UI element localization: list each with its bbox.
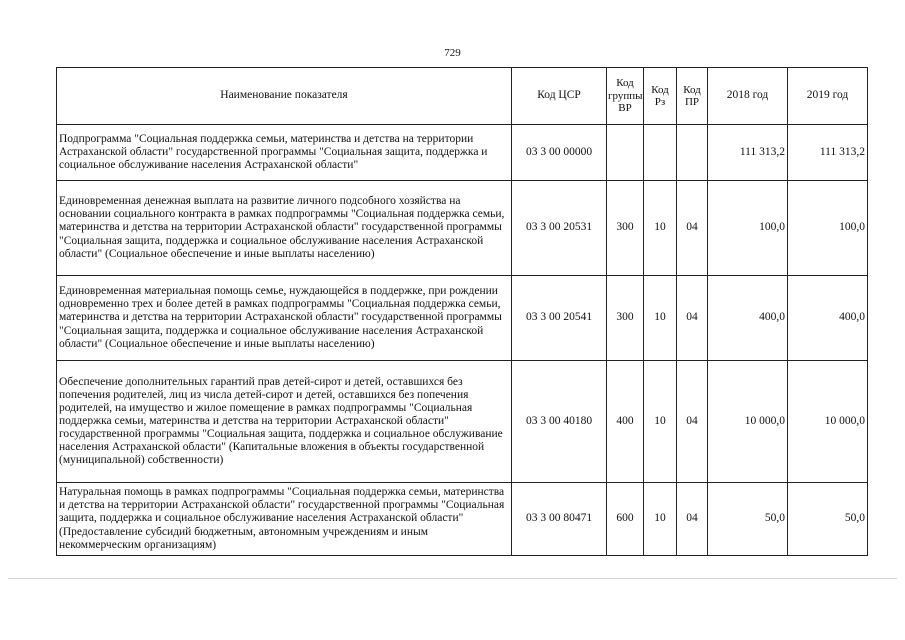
page-number: 729 xyxy=(444,47,461,59)
row-name: Единовременная материальная помощь семье, нуждающейся в поддержке, при рождении одновременно трех и более детей в рамках подпрограммы "Социальная поддержка семьи, материнства и детства на территории Астраханской области" государственной программы "Социальная защита, поддержка и социальное обслуживание населения Астраханской области" (Социальное обеспечение и иные выплаты населению) xyxy=(57,276,512,361)
row-name: Единовременная денежная выплата на развитие личного подсобного хозяйства на основании социального контракта в рамках подпрограммы "Социальная поддержка семьи, материнства и детства на территории Астраханской области" государственной программы "Социальная защита, поддержка и социальное обслуживание населения Астраханской области" (Социальное обеспечение и иные выплаты населению) xyxy=(57,181,512,276)
header-year-2019: 2019 год xyxy=(788,68,868,125)
header-name: Наименование показателя xyxy=(57,68,512,125)
header-pr: Код ПР xyxy=(677,68,708,125)
table-row xyxy=(57,483,868,556)
row-csr-code: 03 3 00 20541 xyxy=(512,276,607,361)
row-amount-2019: 50,0 xyxy=(788,483,868,556)
header-vr: Код группы ВР xyxy=(607,68,644,125)
row-amount-2018: 400,0 xyxy=(708,276,788,361)
row-name: Натуральная помощь в рамках подпрограммы "Социальная поддержка семьи, материнства и детства на территории Астраханской области" государственной программы "Социальная защита, поддержка и социальное обслуживание населения Астраханской области" (Предоставление субсидий бюджетным, автономным учреждениям и иным некоммерческим организациям) xyxy=(57,483,512,556)
row-amount-2019: 100,0 xyxy=(788,181,868,276)
row-csr-code: 03 3 00 40180 xyxy=(512,361,607,483)
row-pr-code: 04 xyxy=(677,181,708,276)
table-row xyxy=(57,125,868,181)
row-name: Подпрограмма "Социальная поддержка семьи, материнства и детства на территории Астраханской области" государственной программы "Социальная защита, поддержка и социальное обслуживание населения Астраханской области" xyxy=(57,125,512,181)
row-name: Обеспечение дополнительных гарантий прав детей-сирот и детей, оставшихся без попечения родителей, лиц из числа детей-сирот и детей, оставшихся без попечения родителей, на имущество и жилое помещение в рамках подпрограммы "Социальная поддержка семьи, материнства и детства на территории Астраханской области" государственной программы "Социальная защита, поддержка и социальное обслуживание населения Астраханской области" (Капитальные вложения в объекты государственной (муниципальной) собственности) xyxy=(57,361,512,483)
page-bottom-divider xyxy=(8,578,897,579)
table-header-row xyxy=(57,68,868,125)
row-rz-code: 10 xyxy=(644,483,677,556)
row-pr-code: 04 xyxy=(677,361,708,483)
header-csr: Код ЦСР xyxy=(512,68,607,125)
table-row xyxy=(57,276,868,361)
row-rz-code: 10 xyxy=(644,181,677,276)
row-rz-code: 10 xyxy=(644,276,677,361)
header-year-2018: 2018 год xyxy=(708,68,788,125)
row-rz-code: 10 xyxy=(644,361,677,483)
table-row xyxy=(57,361,868,483)
header-rz: Код Рз xyxy=(644,68,677,125)
budget-table xyxy=(56,67,868,556)
row-pr-code: 04 xyxy=(677,483,708,556)
row-vr-code: 600 xyxy=(607,483,644,556)
row-amount-2019: 111 313,2 xyxy=(788,125,868,181)
row-vr-code xyxy=(607,125,644,181)
row-amount-2019: 400,0 xyxy=(788,276,868,361)
row-csr-code: 03 3 00 00000 xyxy=(512,125,607,181)
row-amount-2018: 100,0 xyxy=(708,181,788,276)
row-pr-code: 04 xyxy=(677,276,708,361)
row-amount-2018: 50,0 xyxy=(708,483,788,556)
row-csr-code: 03 3 00 20531 xyxy=(512,181,607,276)
row-amount-2018: 111 313,2 xyxy=(708,125,788,181)
row-amount-2019: 10 000,0 xyxy=(788,361,868,483)
row-vr-code: 400 xyxy=(607,361,644,483)
row-rz-code xyxy=(644,125,677,181)
row-csr-code: 03 3 00 80471 xyxy=(512,483,607,556)
row-pr-code xyxy=(677,125,708,181)
table-row xyxy=(57,181,868,276)
row-amount-2018: 10 000,0 xyxy=(708,361,788,483)
row-vr-code: 300 xyxy=(607,181,644,276)
row-vr-code: 300 xyxy=(607,276,644,361)
